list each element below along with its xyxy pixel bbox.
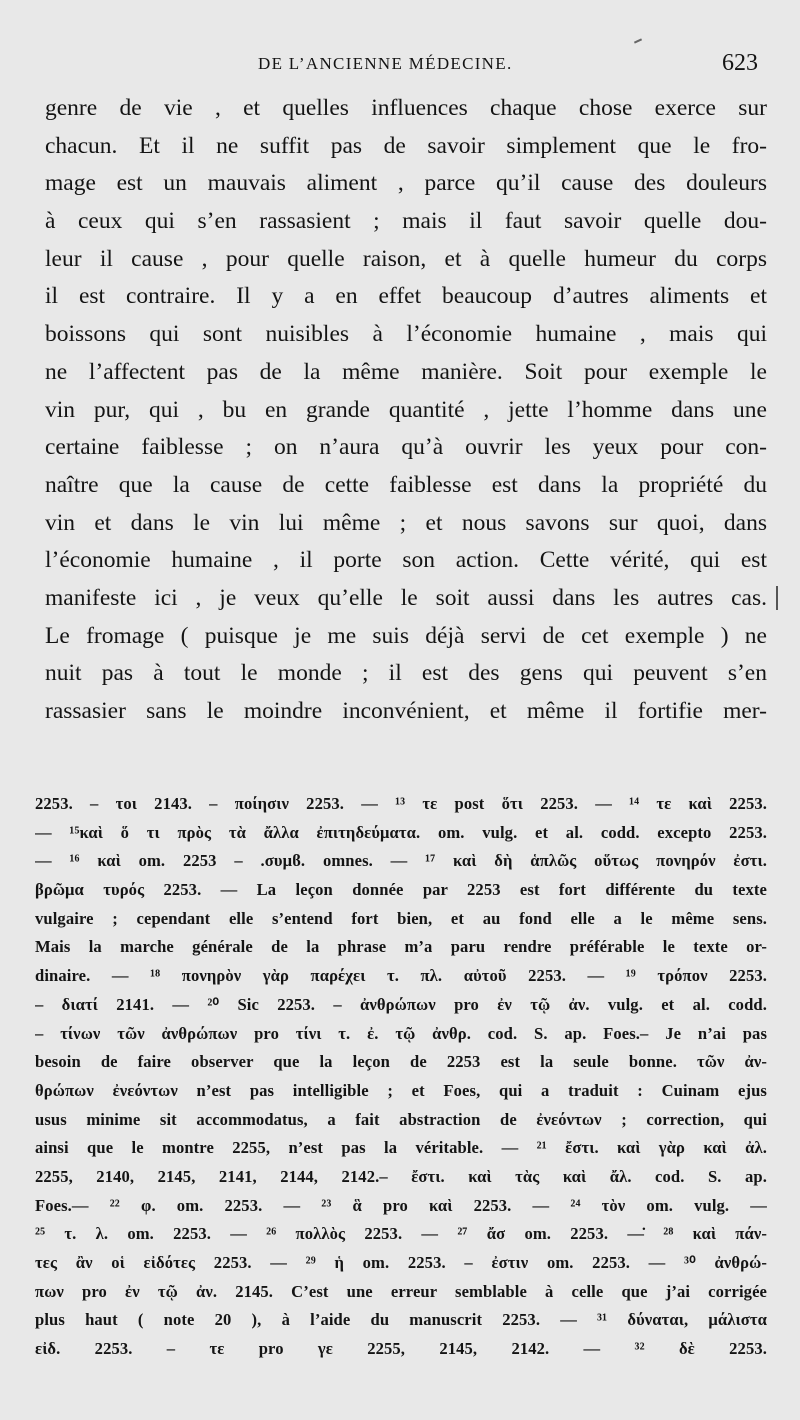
main-text: [45, 90, 767, 731]
text-line: certaine faiblesse ; on n’aura qu’à ouvrir les yeux pour con-: [45, 434, 767, 461]
footnote-line: usus minime sit accommodatus, a fait abstraction de ἐνεόντων ; correction, qui: [35, 1109, 767, 1129]
footnote-line: — ¹⁶ καὶ om. 2253 – .συμϐ. omnes. — ¹⁷ καὶ δὴ ἁπλῶς οὕτως πονηρόν ἐστι.: [35, 851, 767, 871]
text-line: vin et dans le vin lui même ; et nous savons sur quoi, dans: [45, 509, 767, 536]
footnote-line: τες ἂν οἱ εἰδότες 2253. — ²⁹ ἡ om. 2253. – ἐστιν om. 2253. — ³⁰ ἀνθρώ-: [35, 1253, 767, 1272]
footnote-line: εἰδ. 2253. – τε pro γε 2255, 2145, 2142. — ³² δὲ 2253.: [35, 1339, 767, 1359]
text-line: leur il cause , pour quelle raison, et à quelle humeur du corps: [45, 245, 767, 272]
text-line: à ceux qui s’en rassasient ; mais il faut savoir quelle dou-: [45, 208, 767, 235]
text-line: naître que la cause de cette faiblesse est dans la propriété du: [45, 471, 767, 498]
page-number: 623: [722, 50, 758, 76]
text-line: genre de vie , et quelles influences chaque chose exerce sur: [45, 95, 767, 121]
footnote-line: ainsi que le montre 2255, n’est pas la véritable. — ²¹ ἔστι. καὶ γὰρ καὶ ἀλ.: [35, 1138, 767, 1158]
text-line: Le fromage ( puisque je me suis déjà servi de cet exemple ) ne: [45, 622, 767, 649]
footnote-line: dinaire. — ¹⁸ πονηρὸν γὰρ παρέχει τ. πλ. αὐτοῦ 2253. — ¹⁹ τρόπον 2253.: [35, 966, 767, 986]
text-line: il est contraire. Il y a en effet beaucoup d’autres aliments et: [45, 283, 767, 310]
footnote-line: 2253. – τοι 2143. – ποίησιν 2253. — ¹³ τε post ὅτι 2253. — ¹⁴ τε καὶ 2253.: [35, 794, 767, 813]
footnote-line: – διατί 2141. — ²⁰ Sic 2253. – ἀνθρώπων pro ἐν τῷ ἀν. vulg. et al. codd.: [35, 994, 767, 1014]
text-line: manifeste ici , je veux qu’elle le soit aussi dans les autres cas.: [45, 584, 767, 611]
text-line: l’économie humaine , il porte son action. Cette vérité, qui est: [45, 547, 767, 574]
footnote-line: vulgaire ; cependant elle s’entend fort bien, et au fond elle a le même sens.: [35, 908, 767, 928]
ink-speck: [634, 38, 642, 43]
text-line: chacun. Et il ne suffit pas de savoir simplement que le fro-: [45, 132, 767, 159]
text-line: rassasier sans le moindre inconvénient, et même il fortifie mer-: [45, 698, 767, 724]
running-head: [0, 50, 800, 78]
footnote-line: θρώπων ἐνεόντων n’est pas intelligible ; et Foes, qui a traduit : Cuinam ejus: [35, 1080, 767, 1100]
text-line: nuit pas à tout le monde ; il est des gens qui peuvent s’en: [45, 660, 767, 687]
footnote-line: ²⁵ τ. λ. om. 2253. — ²⁶ πολλὸς 2253. — ²⁷ ἄσ om. 2253. —̇ ²⁸ καὶ πάν-: [35, 1224, 767, 1244]
footnote-line: πων pro ἐν τῷ ἀν. 2145. C’est une erreur semblable à celle que j’ai corrigée: [35, 1281, 767, 1301]
margin-mark: [776, 586, 778, 610]
footnote-line: – τίνων τῶν ἀνθρώπων pro τίνι τ. ἐ. τῷ ἀνθρ. cod. S. ap. Foes.– Je n’ai pas: [35, 1023, 767, 1043]
footnote-line: 2255, 2140, 2145, 2141, 2144, 2142.– ἔστι. καὶ τὰς καὶ ἄλ. cod. S. ap.: [35, 1166, 767, 1186]
footnote-line: βρῶμα τυρός 2253. — La leçon donnée par 2253 est fort différente du texte: [35, 880, 767, 900]
footnote-line: Foes.— ²² φ. om. 2253. — ²³ ἃ pro καὶ 2253. — ²⁴ τὸν om. vulg. —: [35, 1195, 767, 1215]
text-line: boissons qui sont nuisibles à l’économie humaine , mais qui: [45, 321, 767, 348]
text-line: ne l’affectent pas de la même manière. Soit pour exemple le: [45, 358, 767, 385]
footnotes: [35, 790, 767, 1364]
footnote-line: plus haut ( note 20 ), à l’aide du manuscrit 2253. — ³¹ δύναται, μάλιστα: [35, 1310, 767, 1330]
footnote-line: Mais la marche générale de la phrase m’a paru rendre préférable le texte or-: [35, 937, 767, 957]
footnote-line: besoin de faire observer que la leçon de 2253 est la seule bonne. τῶν ἀν-: [35, 1052, 767, 1072]
running-title: DE L’ANCIENNE MÉDECINE.: [258, 54, 513, 73]
text-line: mage est un mauvais aliment , parce qu’il cause des douleurs: [45, 170, 767, 197]
text-line: vin pur, qui , bu en grande quantité , jette l’homme dans une: [45, 396, 767, 423]
footnote-line: — ¹⁵καὶ ὅ τι πρὸς τὰ ἄλλα ἐπιτηδεύματα. om. vulg. et al. codd. excepto 2253.: [35, 822, 767, 842]
